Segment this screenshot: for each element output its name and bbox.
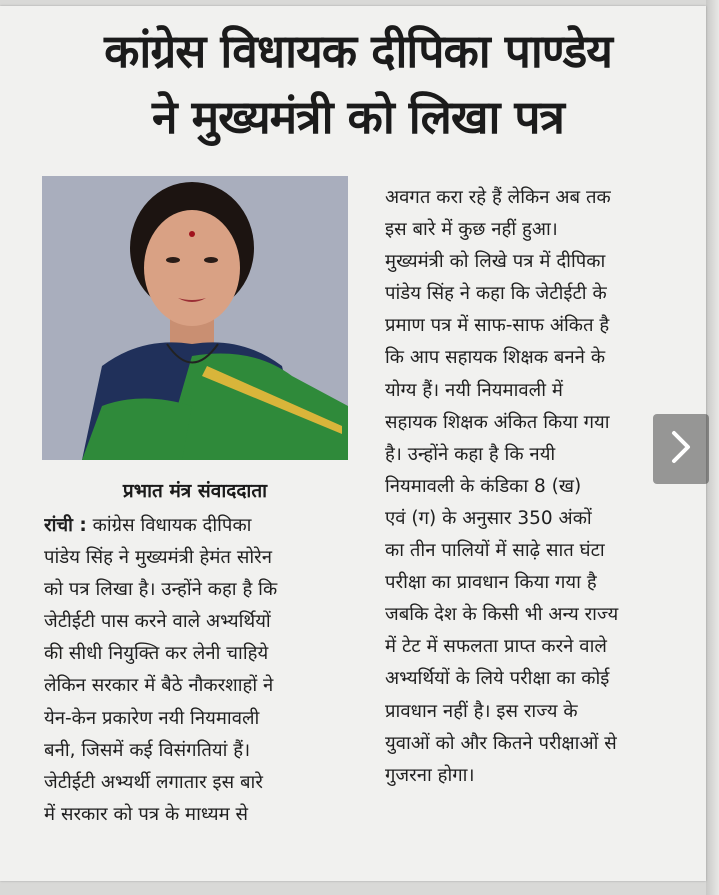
text-line: कि आप सहायक शिक्षक बनने के	[385, 347, 606, 369]
text-line: प्रावधान नहीं है। इस राज्य के	[385, 700, 578, 722]
portrait-photo	[42, 176, 348, 460]
text-line: लेकिन सरकार में बैठे नौकरशाहों ने	[44, 675, 274, 697]
headline-line-1: कांग्रेस विधायक दीपिका पाण्डेय	[104, 24, 612, 78]
text-line: एवं (ग) के अनुसार 350 अंकों	[385, 507, 592, 529]
text-line: का तीन पालियों में साढ़े सात घंटा	[385, 540, 605, 562]
headline-line-2: ने मुख्यमंत्री को लिखा पत्र	[152, 90, 564, 144]
text-line: की सीधी नियुक्ति कर लेनी चाहिये	[44, 643, 269, 665]
text-line: प्रमाण पत्र में साफ-साफ अंकित है	[385, 315, 610, 337]
text-line: नियमावली के कंडिका 8 (ख)	[385, 475, 582, 497]
dateline: रांची :	[44, 515, 87, 536]
text-line: सहायक शिक्षक अंकित किया गया	[385, 411, 610, 433]
headline	[18, 18, 698, 150]
text-line: में सरकार को पत्र के माध्यम से	[44, 803, 249, 825]
text-line: जबकि देश के किसी भी अन्य राज्य	[385, 604, 619, 626]
text-line: है। उन्होंने कहा है कि नयी	[385, 443, 556, 465]
text-line: अभ्यर्थियों के लिये परीक्षा का कोई	[385, 668, 610, 690]
text-line: इस बारे में कुछ नहीं हुआ।	[385, 219, 558, 241]
next-image-button[interactable]	[653, 414, 709, 484]
portrait-illustration	[42, 176, 348, 460]
article-right-column	[385, 182, 703, 792]
text-line: परीक्षा का प्रावधान किया गया है	[385, 572, 597, 594]
text-line: पांडेय सिंह ने कहा कि जेटीईटी के	[385, 283, 607, 305]
chevron-right-icon	[670, 430, 692, 468]
text-line: युवाओं को और कितने परीक्षाओं से	[385, 732, 617, 754]
text-line: अवगत करा रहे हैं लेकिन अब तक	[385, 187, 611, 208]
text-line: येन-केन प्रकारेण नयी नियमावली	[44, 707, 260, 729]
text-line: में टेट में सफलता प्राप्त करने वाले	[385, 636, 607, 658]
text-line: गुजरना होगा।	[385, 764, 475, 786]
text-line: जेटीईटी पास करने वाले अभ्यर्थियों	[44, 611, 271, 633]
text-line: मुख्यमंत्री को लिखे पत्र में दीपिका	[385, 251, 606, 273]
article-left-column	[44, 510, 360, 831]
newspaper-clipping	[0, 6, 706, 881]
text-line: जेटीईटी अभ्यर्थी लगातार इस बारे	[44, 771, 263, 793]
byline: प्रभात मंत्र संवाददाता	[122, 480, 268, 502]
text-line: पांडेय सिंह ने मुख्यमंत्री हेमंत सोरेन	[44, 547, 272, 569]
text-line: रांची : कांग्रेस विधायक दीपिका	[44, 515, 252, 536]
text-line: योग्य हैं। नयी नियमावली में	[385, 379, 563, 401]
text-line: को पत्र लिखा है। उन्होंने कहा है कि	[44, 579, 278, 601]
text-line: बनी, जिसमें कई विसंगतियां हैं।	[44, 739, 251, 761]
